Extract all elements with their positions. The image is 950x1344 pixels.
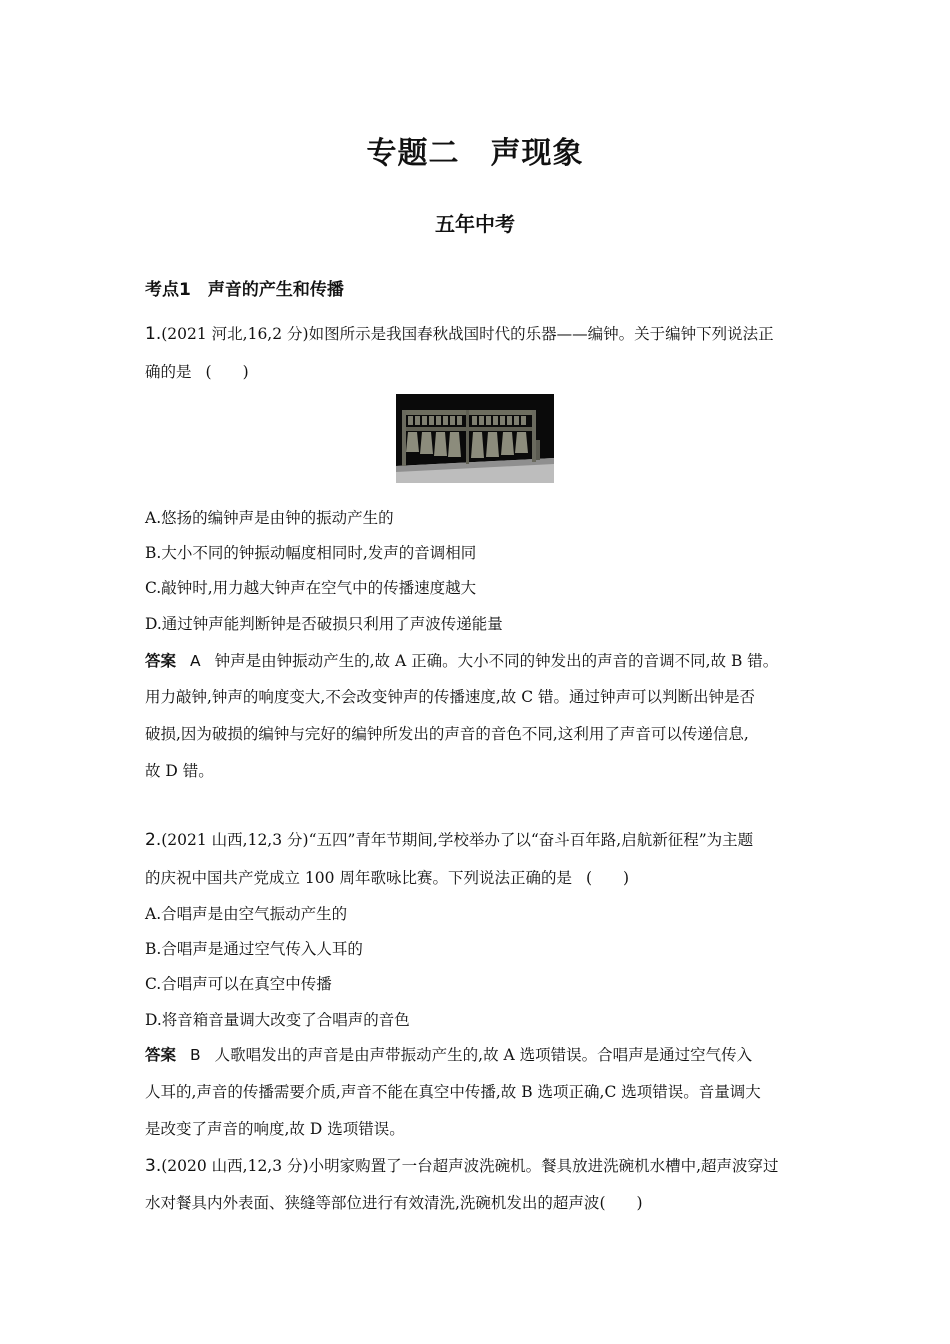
q2-answer-label: 答案 — [145, 1046, 177, 1064]
q2-option-b: B.合唱声是通过空气传入人耳的 — [145, 940, 363, 958]
q1-answer-paren: ( ) — [205, 363, 249, 381]
q2-answer-letter: B — [190, 1046, 201, 1064]
q2-number: 2. — [145, 830, 162, 850]
q2-explanation-2: 人耳的,声音的传播需要介质,声音不能在真空中传播,故 B 选项正确,C 选项错误。音量调大 — [145, 1083, 761, 1101]
q1-stem-text: (2021 河北,16,2 分)如图所示是我国春秋战国时代的乐器——编钟。关于编钟下列说法正 — [161, 325, 774, 343]
q3-stem-line1 — [145, 1156, 810, 1176]
q1-explanation-4: 故 D 错。 — [145, 762, 214, 780]
q1-answer-line1 — [145, 651, 810, 671]
page-title: 专题二 声现象 — [366, 136, 584, 171]
q2-option-c: C.合唱声可以在真空中传播 — [145, 975, 332, 993]
q1-option-a: A.悠扬的编钟声是由钟的振动产生的 — [145, 509, 394, 527]
q1-stem-line2 — [145, 362, 810, 382]
q2-stem-line1 — [145, 830, 810, 850]
q2-option-a: A.合唱声是由空气振动产生的 — [145, 905, 348, 923]
bianzhong-illustration — [396, 394, 554, 483]
q1-explanation-2: 用力敲钟,钟声的响度变大,不会改变钟声的传播速度,故 C 错。通过钟声可以判断出钟是否 — [145, 688, 755, 706]
q3-stem-text: (2020 山西,12,3 分)小明家购置了一台超声波洗碗机。餐具放进洗碗机水槽中,超声波穿过 — [161, 1157, 779, 1175]
q1-explanation-1: 钟声是由钟振动产生的,故 A 正确。大小不同的钟发出的声音的音调不同,故 B 错。 — [214, 652, 779, 670]
q1-stem-line1 — [145, 324, 810, 344]
q3-stem-line2 — [145, 1193, 810, 1213]
q2-answer-paren: ( ) — [585, 869, 630, 887]
q2-option-d: D.将音箱音量调大改变了合唱声的音色 — [145, 1011, 410, 1029]
q1-stem-text-2: 确的是 — [145, 363, 192, 381]
q3-stem-text-2: 水对餐具内外表面、狭缝等部位进行有效清洗,洗碗机发出的超声波 — [145, 1194, 600, 1212]
q2-explanation-1: 人歌唱发出的声音是由声带振动产生的,故 A 选项错误。合唱声是通过空气传入 — [214, 1046, 753, 1064]
bianzhong-image — [396, 394, 554, 483]
q1-answer-label: 答案 — [145, 652, 177, 670]
section-heading: 考点1 声音的产生和传播 — [145, 280, 344, 300]
q2-stem-line2 — [145, 868, 810, 888]
q2-stem-text-2: 的庆祝中国共产党成立 100 周年歌咏比赛。下列说法正确的是 — [145, 869, 572, 887]
page-subtitle: 五年中考 — [435, 212, 515, 236]
q2-explanation-3: 是改变了声音的响度,故 D 选项错误。 — [145, 1120, 405, 1138]
q1-option-d: D.通过钟声能判断钟是否破损只利用了声波传递能量 — [145, 615, 503, 633]
q2-stem-text: (2021 山西,12,3 分)“五四”青年节期间,学校举办了以“奋斗百年路,启航新征程”为主题 — [161, 831, 754, 849]
q2-answer-line1 — [145, 1045, 810, 1065]
q1-answer-letter: A — [190, 652, 201, 670]
q1-option-b: B.大小不同的钟振动幅度相同时,发声的音调相同 — [145, 544, 477, 562]
q3-answer-paren: ( ) — [599, 1194, 643, 1212]
q1-number: 1. — [145, 324, 162, 344]
q1-explanation-3: 破损,因为破损的编钟与完好的编钟所发出的声音的音色不同,这利用了声音可以传递信息, — [145, 725, 749, 743]
q3-number: 3. — [145, 1156, 162, 1176]
q1-option-c: C.敲钟时,用力越大钟声在空气中的传播速度越大 — [145, 579, 477, 597]
